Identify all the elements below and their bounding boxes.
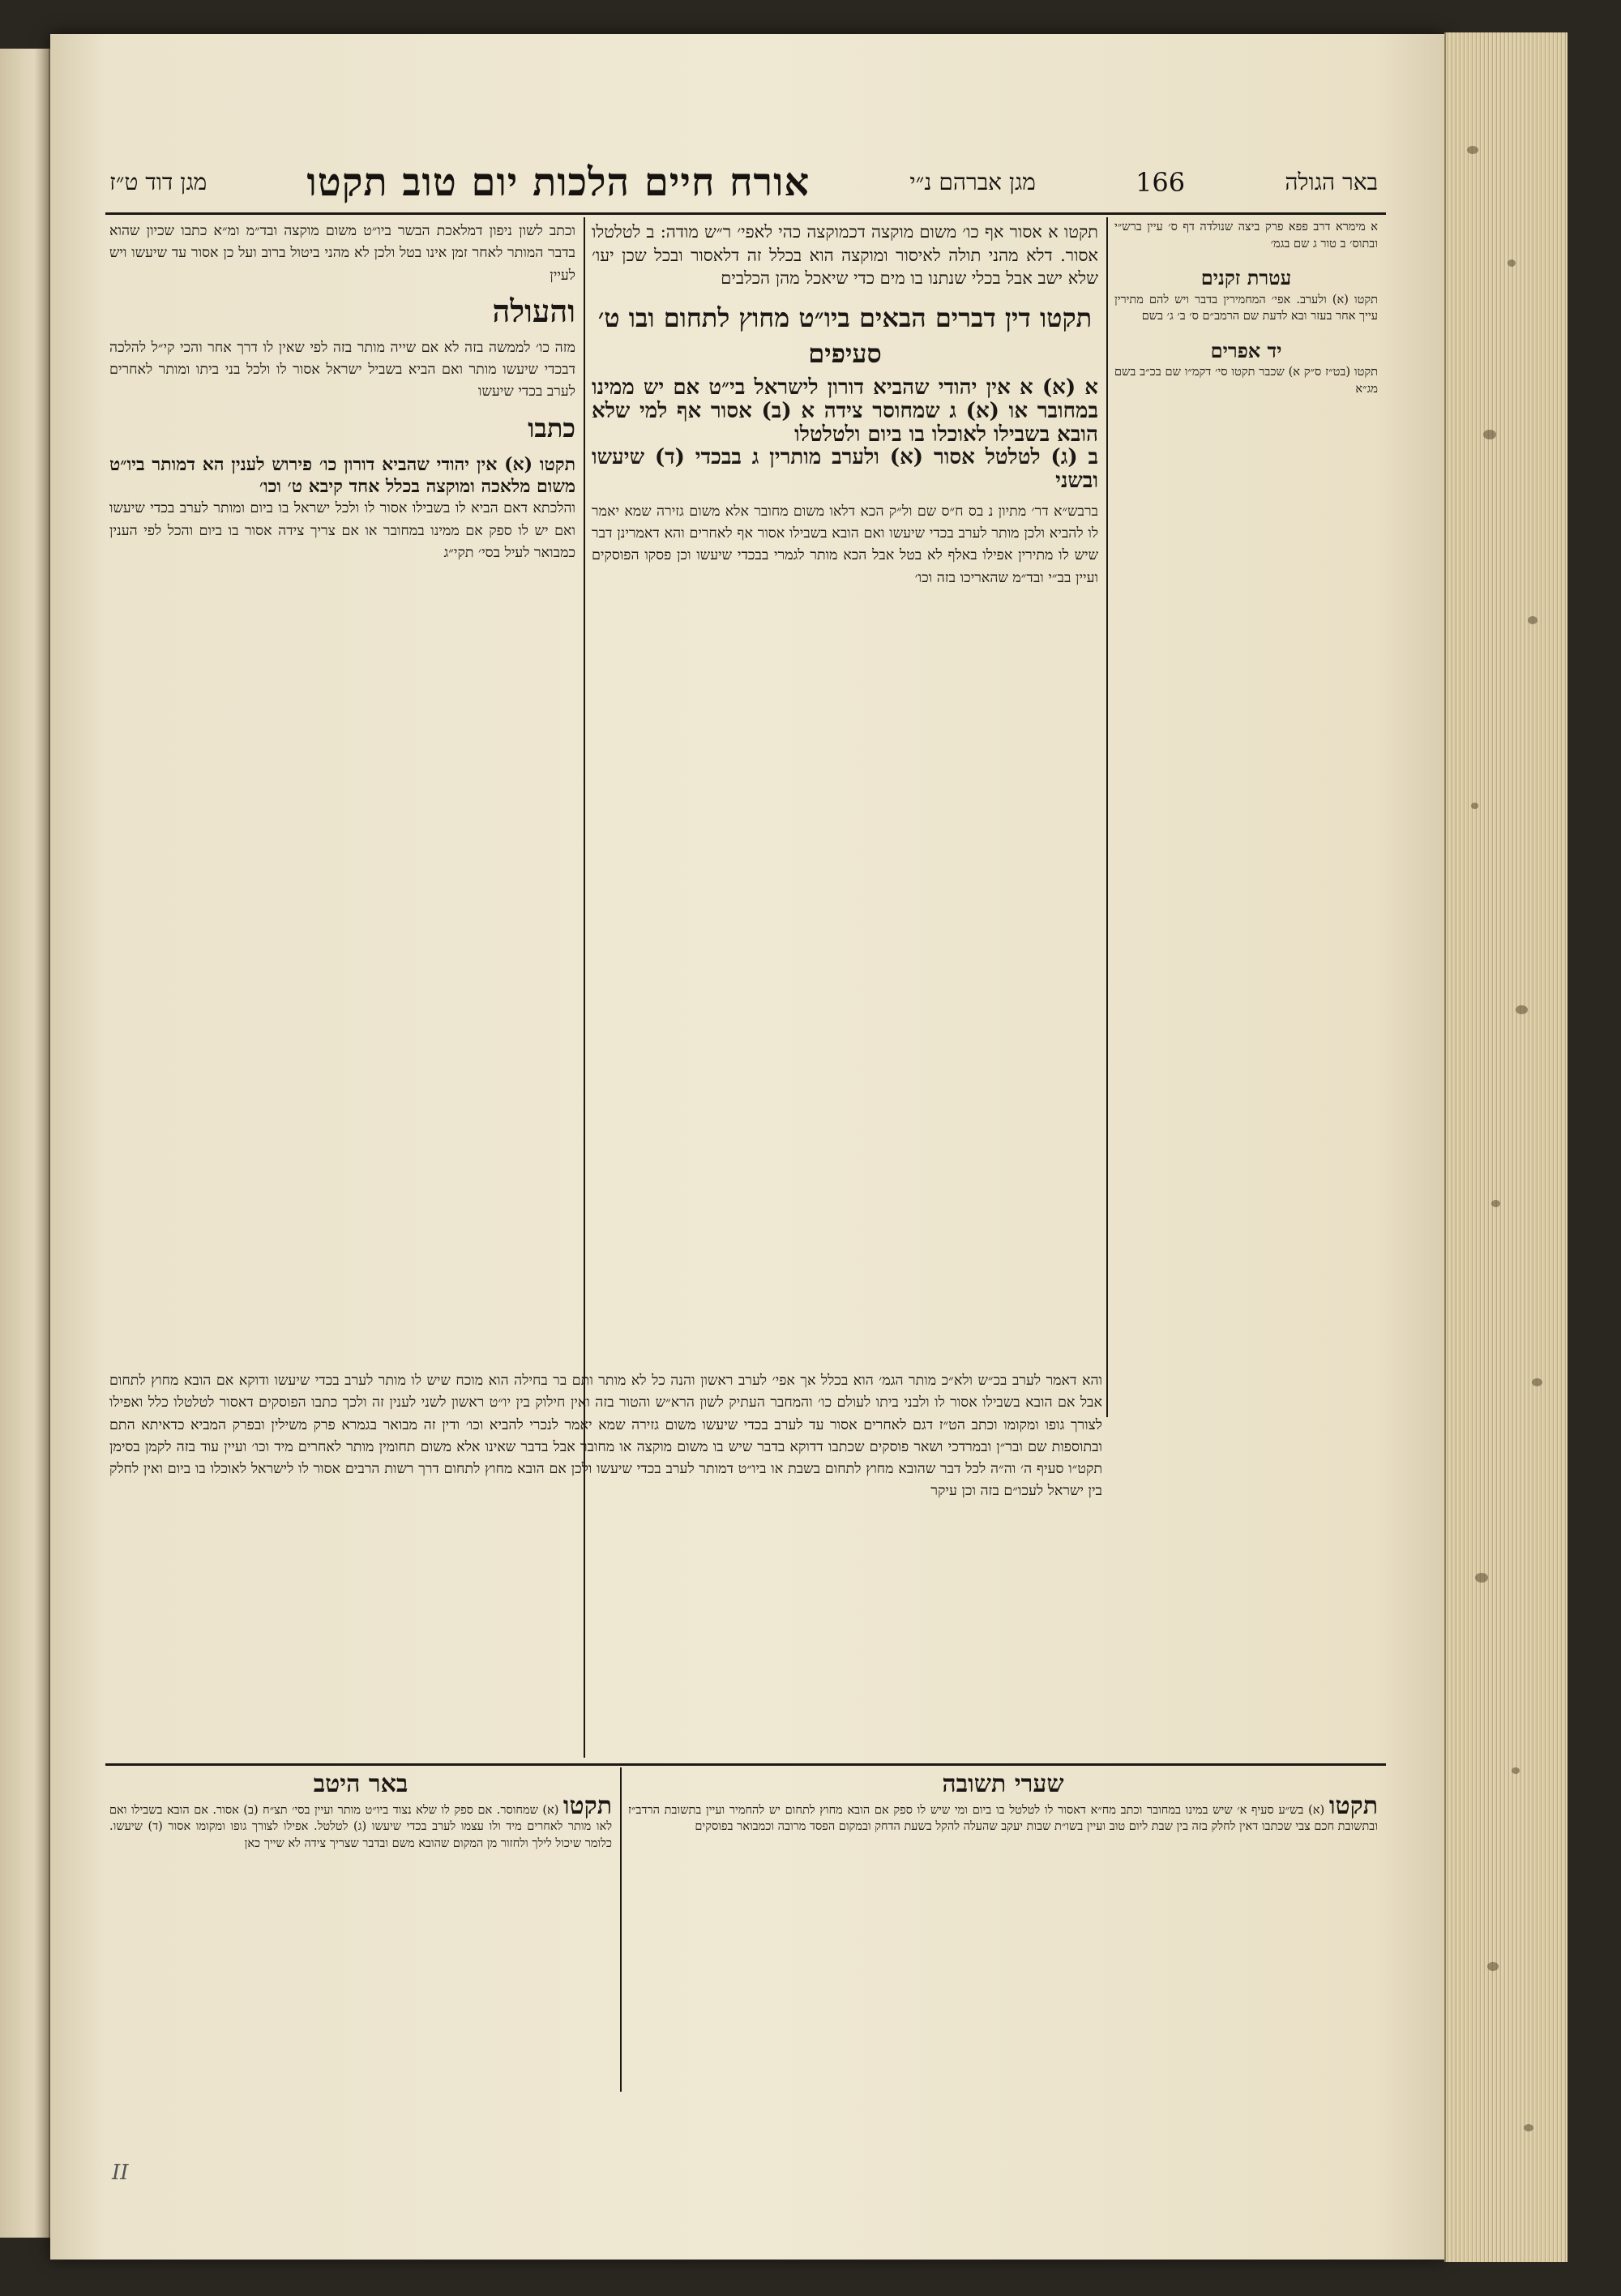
header-rule [105, 212, 1386, 215]
wide-commentary-text: והא דאמר לערב בכ״ש ולא״כ מותר הגמ׳ הוא בכלל אך אפי׳ לערב ראשון והנה כל לא מותר ותם בר בחילה הוא מוכח שיש לו מותר לערב בכדי שיעשו ודוקא אם הובא מחוץ לתחום אבל אם הובא בשבילו אסור לו ולבני ביתו לעולם כו׳ והמחבר העתיק לשון הרא״ש והטור בזה ואין חילוק בין יו״ט ראשון לשני לענין זה ולכך כתבו הפוסקים דאסור לטלטלו כלל ואפילו לצורך גופו ומקומו וכתב הט״ז דגם לאחרים אסור עד לערב בכדי שיעשו משום גזירה שמא יאמר לנכרי להביא וכו׳ ודין זה מבואר בגמרא פרק משילין ובפרק המביא כדאיתא התם ובתוספות שם ובר״ן ובמרדכי ושאר פוסקים שכתבו דדוקא בדבר שיש בו משום מוקצה או מחובר אבל בדבר שאינו אלא משום תחומין מותר לאחרים מיד וכו׳ ועיין עוד בזה לקמן בסימן תקט״ו סעיף ה׳ וה״ה לכל דבר שהובא מחוץ לתחום בשבת או ביו״ט דמותר לערב בכדי שיעשו ולכן אם הובא מחוץ לתחום דרך רשות הרבים אסור לו לישראל לאוכלו בו ביום ואין לחלק בין ישראל לעכו״ם בזה וכן עיקר [109, 1373, 1102, 1500]
footer-rule [105, 1763, 1386, 1766]
beer-heitev-siman: תקטו [562, 1791, 612, 1820]
main-column-left [109, 221, 575, 1356]
beer-hagolah-note: א מימרא דרב פפא פרק ביצה שנולדה דף ס׳ עיין ברש״י ובתוס׳ ב טור ג שם בגמ׳ [1114, 221, 1378, 251]
margin-column [1114, 219, 1378, 665]
yad-efraim-text: תקטו (בט״ז ס״ק א) שכבר תקטו סי׳ דקמ״ו שם בכ״ב בשם מג״א [1114, 366, 1378, 396]
shaarei-teshuvah-text: (א) בש״ע סעיף א׳ שיש במינו במחובר וכתב מח״א דאסור לו לטלטל בו ביום ומי שיש לו ספק אם הובא מחוץ לתחום יש להחמיר ועיין בתשובת הרדב״ז ובתשובת חכם צבי שכתבו דאין לחלק בזה בין שבת ליום טוב ועיין בשו״ת שבות יעקב שהעלה להקל בשעת הדחק ובמקום הפסד מרובה וכמבואר בפוסקים [628, 1803, 1378, 1833]
magen-avraham-commentary: ברבש״א דר׳ מתיון נ בס ח״ס שם ול״ק הכא דלאו משום מחובר אלא משום גזירה שמא יאמר לו להביא ולכן מותר לערב בכדי שיעשו ואם הובא בשבילו אסור אף לאחרים והא דאמרינן דבר שיש לו מתירין אפילו באלף לא בטל אבל הכא מותר לגמרי בבכדי שיעשו וכן פסקו הפוסקים ועיין בב״י ובד״מ שהאריכו בזה וכו׳ [592, 503, 1098, 586]
header-beer-hagolah: באר הגולה [1285, 169, 1378, 195]
footer-column-rule [620, 1767, 622, 2092]
seif-bet: ב (ג) לטלטל אסור (א) ולערב מותרין ג בבכדי (ד) שיעשו ובשני [592, 445, 1098, 493]
facing-page-edge [0, 49, 50, 2238]
margin-rule [1106, 217, 1108, 1417]
beer-heitev [109, 1771, 612, 2152]
signature-mark: II [112, 2161, 129, 2185]
taz-commentary-top: וכתב לשון ניפון דמלאכת הבשר ביו״ט משום מוקצה ובד״מ ומ״א כתבו שכיון שהוא בדבר המותר לאחר זמן אינו בטל ולכן לא מהני ביטול ברוב ועל כן אסור עד שיעשו ויש לעיין [109, 223, 575, 284]
vehaola-heading: והעולה [492, 292, 575, 329]
running-header [109, 158, 1378, 207]
shaarei-teshuvah [628, 1771, 1378, 2152]
beer-heitev-text: (א) שמחוסר. אם ספק לו שלא נצוד ביו״ט מותר ועיין בסי׳ תצ״ח (ב) אסור. אם הובא בשבילו ואם לאו מותר לאחרים מיד ולו עצמו לערב בכדי שיעשו (ג) לטלטל. אפילו לצורך גופו ומקומו אסור (ד) שיעשו. כלומר שיכול לילך ולחזור מן המקום שהובא משם ובדבר שצריך צידה לא שייך כאן [109, 1803, 612, 1850]
main-column-right [592, 221, 1098, 1339]
ateres-zekeinim-text: תקטו (א) ולערב. אפי׳ המחמירין בדבר ויש להם מתירין עייך אחר בעזר ובא לדעת שם הרמב״ם ס׳ ב׳ ג׳ בשם [1114, 293, 1378, 323]
shaarei-teshuvah-title: שערי תשובה [942, 1771, 1064, 1798]
ateres-zekeinim-title: עטרת זקנים [1200, 266, 1292, 289]
beer-heitev-title: באר היטב [313, 1771, 408, 1798]
yad-efraim-title: יד אפרים [1210, 338, 1282, 362]
ktav-heading: כתבו [528, 412, 575, 443]
siman-heading: תקטו דין דברים הבאים ביו״ט מחוץ לתחום ובו ט׳ סעיפים [597, 302, 1093, 370]
taz-siman-514-a: תקטו (א) אין יהודי שהביא דורון כו׳ פירוש לענין הא דמותר ביו״ט משום מלאכה ומוקצה בכלל אחד קיבא ט׳ וכו׳ [109, 453, 575, 498]
header-magen-david: מגן דוד ט״ז [109, 169, 207, 195]
shaarei-teshuvah-siman: תקטו [1328, 1791, 1378, 1820]
seif-aleph: א (א) א אין יהודי שהביא דורון לישראל בי״ט אם יש ממינו במחובר או (א) ג שמחוסר צידה א (ב) אסור אף למי שלא הובא בשבילו לאוכלו בו ביום ולטלטלו [592, 375, 1098, 447]
page-number: 166 [1136, 167, 1186, 198]
wide-commentary [109, 1370, 1102, 1759]
magen-avraham-siman-514: תקטו א אסור אף כו׳ משום מוקצה דכמוקצה כהי לאפי׳ ר״ש מודה: ב לטלטלו אסור. דלא מהני תולה לאיסור ומוקצה הוא בכלל זה דלאסור ובכל שכן יעו׳ שלא ישב אבל בכלי שנתנו בו מים כדי שיאכל מהן הכלבים [592, 222, 1098, 289]
header-magen-avraham: מגן אברהם נ״י [909, 169, 1036, 195]
foxing-spots [1451, 49, 1560, 2238]
page-title: אורח חיים הלכות יום טוב תקטו [306, 160, 810, 205]
taz-commentary-bottom: והלכתא דאם הביא לו בשבילו אסור לו ולכל ישראל בו ביום ומותר לערב בכדי שיעשו ואם יש לו ספק אם ממינו במחובר או אם צריך צידה אסור בו ביום והכל לפי הענין כמבואר לעיל בסי׳ תקי״ג [109, 500, 575, 561]
taz-commentary-mid: מזה כו׳ לממשה בזה לא אם שייה מותר בזה לפי שאין לו דרך אחר והכי קי״ל להלכה דבכדי שיעשו מותר ואם הביא בשביל ישראל אסור לו ולכל בני ביתו ומותר לאחרים לערב בכדי שיעשו [109, 339, 575, 401]
